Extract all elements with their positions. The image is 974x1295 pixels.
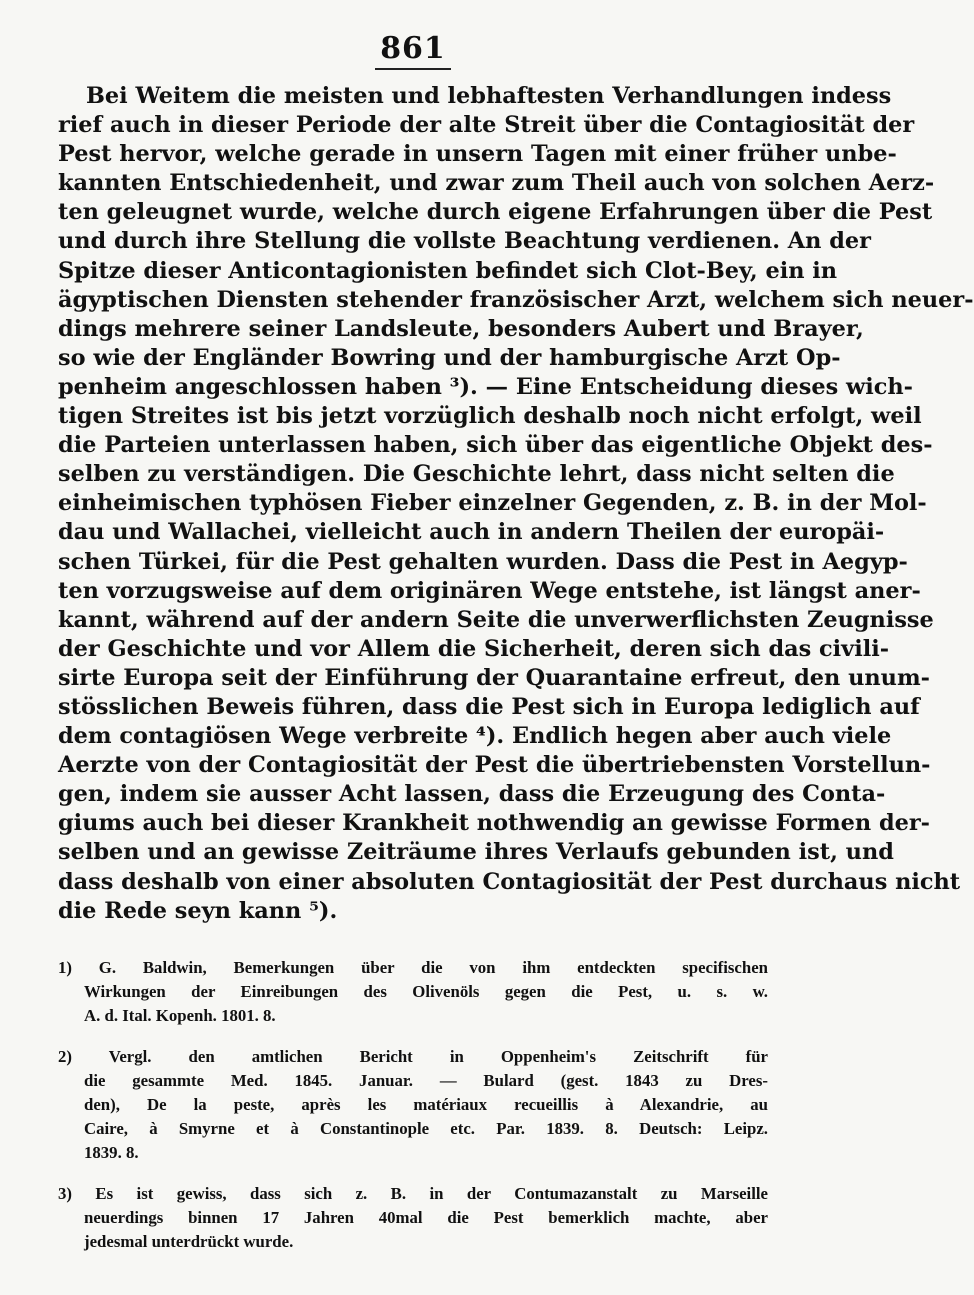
footnote-line: 1) G. Baldwin, Bemerkungen über die von ihm entdeckten specifischen bbox=[58, 957, 768, 977]
text-line: Spitze dieser Anticontagionisten befindet sich Clot-Bey, ein in bbox=[58, 257, 838, 284]
main-text bbox=[58, 82, 974, 926]
footnote-line: die gesammte Med. 1845. Januar. — Bulard (gest. 1843 zu Dres- bbox=[84, 1070, 768, 1090]
footnote-line: 2) Vergl. den amtlichen Bericht in Oppenheim's Zeitschrift für bbox=[58, 1046, 768, 1066]
footnote-line: den), De la peste, après les matériaux recueillis à Alexandrie, au bbox=[84, 1094, 768, 1114]
text-line: Bei Weitem die meisten und lebhaftesten Verhandlungen indess bbox=[86, 83, 892, 109]
text-line: kannt, während auf der andern Seite die unverwerflichsten Zeugnisse bbox=[58, 606, 934, 633]
text-line: rief auch in dieser Periode der alte Streit über die Contagiosität der bbox=[58, 112, 915, 139]
page-number-rule bbox=[375, 68, 451, 70]
text-line: dass deshalb von einer absoluten Contagiosität der Pest durchaus nicht bbox=[58, 868, 961, 895]
footnote-3 bbox=[58, 1182, 768, 1254]
text-line: schen Türkei, für die Pest gehalten wurden. Dass die Pest in Aegyp- bbox=[58, 548, 908, 575]
text-line: ten geleugnet wurde, welche durch eigene Erfahrungen über die Pest bbox=[58, 199, 933, 226]
text-line: selben und an gewisse Zeiträume ihres Verlaufs gebunden ist, und bbox=[58, 839, 894, 866]
footnote-line: 3) Es ist gewiss, dass sich z. B. in der Contumazanstalt zu Marseille bbox=[58, 1183, 768, 1203]
text-line: penheim angeschlossen haben ³). — Eine Entscheidung dieses wich- bbox=[58, 373, 913, 400]
footnote-line: neuerdings binnen 17 Jahren 40mal die Pest bemerklich machte, aber bbox=[84, 1207, 768, 1227]
text-line: Aerzte von der Contagiosität der Pest die übertriebensten Vorstellun- bbox=[58, 752, 931, 779]
text-line: dem contagiösen Wege verbreite ⁴). Endlich hegen aber auch viele bbox=[58, 723, 892, 750]
footnotes bbox=[58, 956, 768, 1254]
text-line: dau und Wallachei, vielleicht auch in andern Theilen der europäi- bbox=[58, 519, 885, 546]
text-line: ten vorzugsweise auf dem originären Wege entstehe, ist längst aner- bbox=[58, 577, 921, 604]
footnote-line: A. d. Ital. Kopenh. 1801. 8. bbox=[84, 1005, 276, 1025]
text-line: einheimischen typhösen Fieber einzelner Gegenden, z. B. in der Mol- bbox=[58, 490, 927, 517]
text-line: die Rede seyn kann ⁵). bbox=[58, 897, 338, 924]
page-number: 861 bbox=[380, 31, 446, 66]
text-line: der Geschichte und vor Allem die Sicherheit, deren sich das civili- bbox=[58, 635, 890, 662]
footnote-1 bbox=[58, 956, 768, 1028]
footnote-2 bbox=[58, 1045, 768, 1165]
text-line: gen, indem sie ausser Acht lassen, dass die Erzeugung des Conta- bbox=[58, 781, 886, 808]
text-line: kannten Entschiedenheit, und zwar zum Theil auch von solchen Aerz- bbox=[58, 170, 935, 197]
footnote-line: jedesmal unterdrückt wurde. bbox=[84, 1231, 294, 1251]
text-line: dings mehrere seiner Landsleute, besonders Aubert und Brayer, bbox=[58, 315, 864, 342]
footnote-line: 1839. 8. bbox=[84, 1142, 139, 1162]
text-line: so wie der Engländer Bowring und der hamburgische Arzt Op- bbox=[58, 344, 841, 371]
text-line: selben zu verständigen. Die Geschichte lehrt, dass nicht selten die bbox=[58, 461, 895, 488]
text-line: tigen Streites ist bis jetzt vorzüglich deshalb noch nicht erfolgt, weil bbox=[58, 403, 922, 430]
text-line: und durch ihre Stellung die vollste Beachtung verdienen. An der bbox=[58, 228, 871, 255]
text-line: giums auch bei dieser Krankheit nothwendig an gewisse Formen der- bbox=[58, 810, 930, 837]
text-line: ägyptischen Diensten stehender französischer Arzt, welchem sich neuer- bbox=[58, 286, 974, 313]
footnote-line: Wirkungen der Einreibungen des Olivenöls gegen die Pest, u. s. w. bbox=[84, 981, 768, 1001]
text-line: Pest hervor, welche gerade in unsern Tagen mit einer früher unbe- bbox=[58, 141, 897, 168]
text-line: die Parteien unterlassen haben, sich über das eigentliche Objekt des- bbox=[58, 432, 933, 459]
footnote-line: Caire, à Smyrne et à Constantinople etc. Par. 1839. 8. Deutsch: Leipz. bbox=[84, 1118, 768, 1138]
text-line: sirte Europa seit der Einführung der Quarantaine erfreut, den unum- bbox=[58, 664, 930, 691]
text-line: stösslichen Beweis führen, dass die Pest sich in Europa lediglich auf bbox=[58, 693, 920, 720]
